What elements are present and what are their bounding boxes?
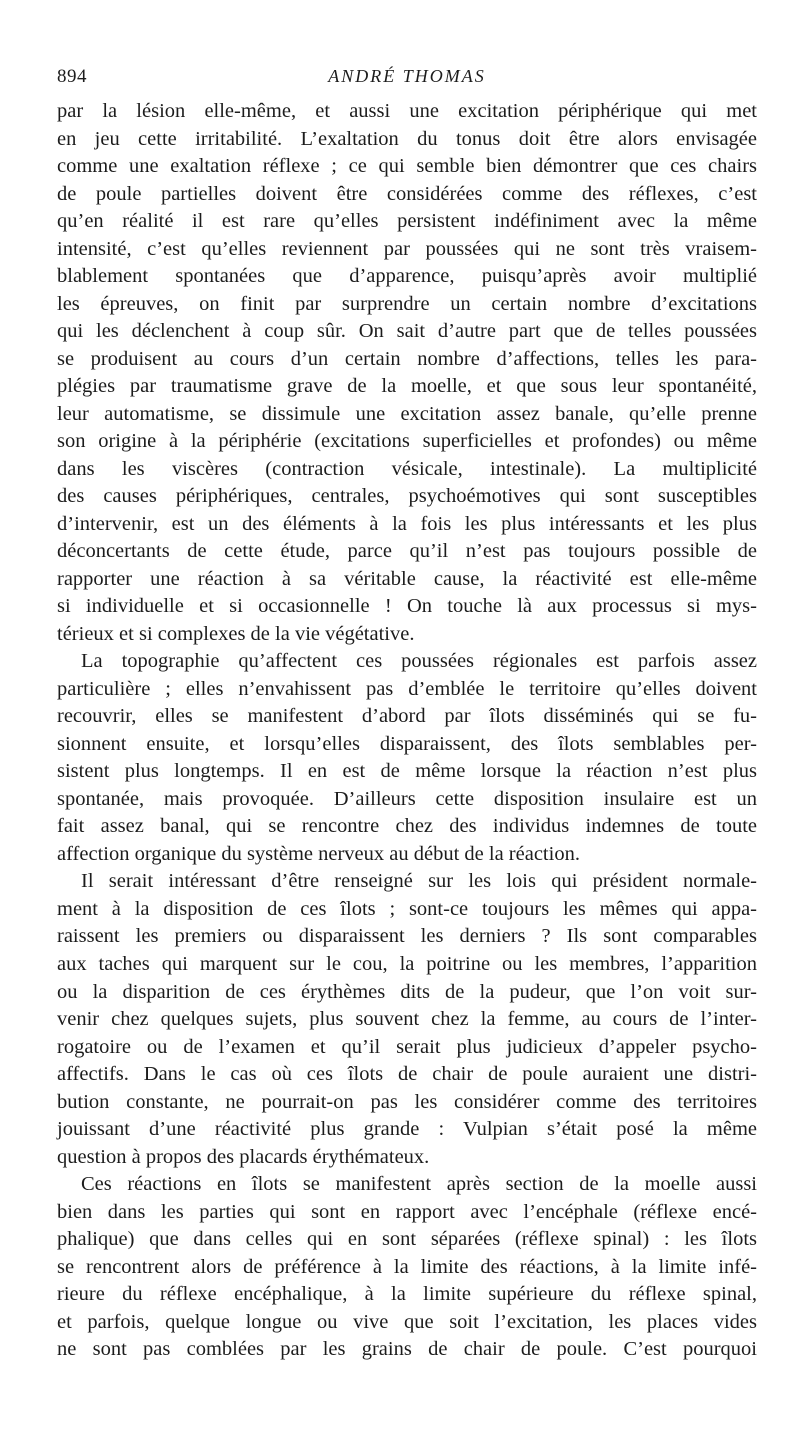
text-line: qui les déclenchent à coup sûr. On sait d’autre part que de telles poussées — [57, 320, 757, 343]
text-line: plégies par traumatisme grave de la moelle, et que sous leur spontanéité, — [57, 375, 757, 398]
text-line: La topographie qu’affectent ces poussées régionales est parfois assez — [81, 650, 757, 673]
text-line: rieure du réflexe encéphalique, à la limite supérieure du réflexe spinal, — [57, 1283, 757, 1306]
text-line: rapporter une réaction à sa véritable cause, la réactivité est elle-même — [57, 567, 757, 590]
text-line: venir chez quelques sujets, plus souvent chez la femme, au cours de l’inter- — [57, 1008, 757, 1031]
text-line: recouvrir, elles se manifestent d’abord par îlots disséminés qui se fu- — [57, 705, 757, 728]
text-line: rogatoire ou de l’examen et qu’il serait plus judicieux d’appeler psycho- — [57, 1035, 757, 1058]
body-text — [57, 98, 757, 1364]
text-line: en jeu cette irritabilité. L’exaltation du tonus doit être alors envisagée — [57, 127, 757, 150]
text-line: blablement spontanées que d’apparence, puisqu’après avoir multiplié — [57, 265, 757, 288]
text-line: dans les viscères (contraction vésicale, intestinale). La multiplicité — [57, 457, 757, 480]
running-head: ANDRÉ THOMAS — [328, 66, 486, 86]
text-line: térieux et si complexes de la vie végétative. — [57, 622, 415, 645]
text-line: Ces réactions en îlots se manifestent après section de la moelle aussi — [81, 1173, 757, 1196]
text-line: ne sont pas comblées par les grains de chair de poule. C’est pourquoi — [57, 1338, 757, 1361]
text-line: spontanée, mais provoquée. D’ailleurs cette disposition insulaire est un — [57, 787, 757, 810]
text-line: si individuelle et si occasionnelle ! On touche là aux processus si mys- — [57, 595, 757, 618]
text-line: de poule partielles doivent être considérées comme des réflexes, c’est — [57, 182, 757, 205]
text-line: qu’en réalité il est rare qu’elles persistent indéfiniment avec la même — [57, 210, 757, 233]
text-line: affectifs. Dans le cas où ces îlots de chair de poule auraient une distri- — [57, 1063, 757, 1086]
text-line: son origine à la périphérie (excitations superficielles et profondes) ou même — [57, 430, 757, 453]
text-line: bution constante, ne pourrait-on pas les considérer comme des territoires — [57, 1090, 757, 1113]
text-line: sionnent ensuite, et lorsqu’elles disparaissent, des îlots semblables per- — [57, 732, 757, 755]
text-line: bien dans les parties qui sont en rapport avec l’encéphale (réflexe encé- — [57, 1200, 757, 1223]
page-header — [57, 66, 757, 92]
text-line: ment à la disposition de ces îlots ; sont-ce toujours les mêmes qui appa- — [57, 897, 757, 920]
text-line: question à propos des placards érythémateux. — [57, 1145, 430, 1168]
text-line: jouissant d’une réactivité plus grande : Vulpian s’était posé la même — [57, 1118, 757, 1141]
text-line: phalique) que dans celles qui en sont séparées (réflexe spinal) : les îlots — [57, 1228, 757, 1251]
text-line: particulière ; elles n’envahissent pas d’emblée le territoire qu’elles doivent — [57, 677, 757, 700]
text-line: les épreuves, on finit par surprendre un certain nombre d’excitations — [57, 292, 757, 315]
text-line: affection organique du système nerveux au début de la réaction. — [57, 842, 580, 865]
text-line: ou la disparition de ces érythèmes dits de la pudeur, que l’on voit sur- — [57, 980, 757, 1003]
text-line: raissent les premiers ou disparaissent les derniers ? Ils sont comparables — [57, 925, 757, 948]
text-line: intensité, c’est qu’elles reviennent par poussées qui ne sont très vraisem- — [57, 237, 757, 260]
text-line: se rencontrent alors de préférence à la limite des réactions, à la limite infé- — [57, 1255, 757, 1278]
text-line: se produisent au cours d’un certain nombre d’affections, telles les para- — [57, 347, 757, 370]
text-line: Il serait intéressant d’être renseigné sur les lois qui président normale- — [81, 870, 757, 893]
text-line: sistent plus longtemps. Il en est de même lorsque la réaction n’est plus — [57, 760, 757, 783]
text-line: leur automatisme, se dissimule une excitation assez banale, qu’elle prenne — [57, 402, 757, 425]
page-number: 894 — [57, 66, 87, 87]
text-line: comme une exaltation réflexe ; ce qui semble bien démontrer que ces chairs — [57, 155, 757, 178]
text-line: et parfois, quelque longue ou vive que soit l’excitation, les places vides — [57, 1310, 757, 1333]
text-line: des causes périphériques, centrales, psychoémotives qui sont susceptibles — [57, 485, 757, 508]
text-line: fait assez banal, qui se rencontre chez des individus indemnes de toute — [57, 815, 757, 838]
text-line: d’intervenir, est un des éléments à la fois les plus intéressants et les plus — [57, 512, 757, 535]
text-line: déconcertants de cette étude, parce qu’il n’est pas toujours possible de — [57, 540, 757, 563]
text-line: par la lésion elle-même, et aussi une excitation périphérique qui met — [57, 100, 757, 122]
text-line: aux taches qui marquent sur le cou, la poitrine ou les membres, l’apparition — [57, 952, 757, 975]
